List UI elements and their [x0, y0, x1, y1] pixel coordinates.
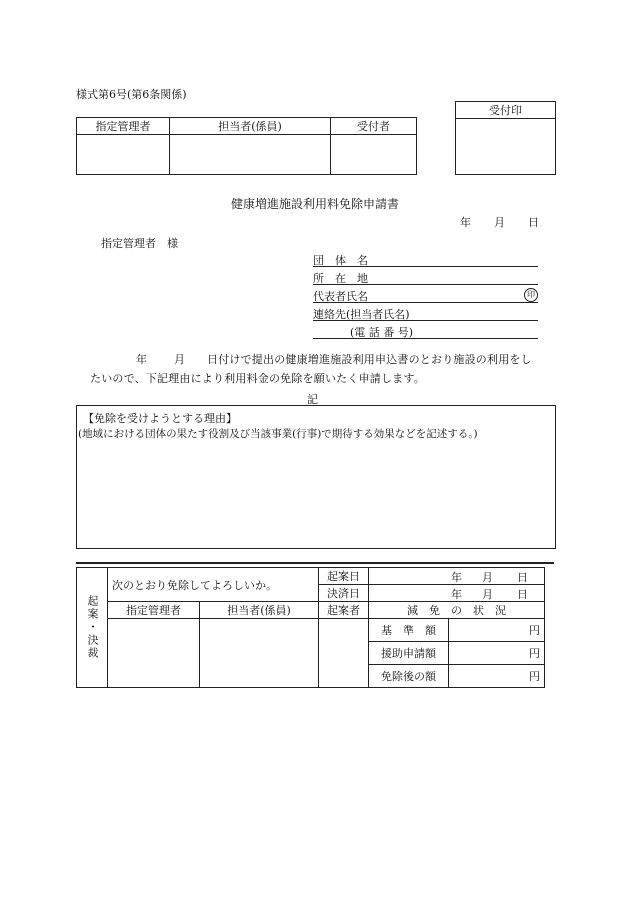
col-manager: 指定管理者	[108, 602, 200, 619]
approval-side-label: 起案・決裁	[86, 595, 99, 660]
reception-table	[76, 117, 417, 175]
date-month: 月	[494, 216, 505, 229]
drafted-month: 月	[482, 571, 493, 584]
drafter-approval-cell[interactable]	[319, 619, 369, 688]
group-name-field[interactable]	[313, 252, 538, 267]
header-staff: 担当者(係員)	[170, 118, 331, 135]
header-manager: 指定管理者	[77, 118, 170, 135]
reason-title: 【免除を受けようとする理由】	[83, 412, 237, 425]
drafted-day: 日	[517, 571, 528, 584]
decided-date-label: 決済日	[319, 585, 369, 602]
approval-side-label-cell	[77, 568, 108, 688]
addressee: 指定管理者 様	[101, 237, 178, 250]
drafted-date-field[interactable]	[369, 568, 545, 585]
group-name-label: 団 体 名	[313, 254, 368, 267]
aid-request-unit: 円	[529, 647, 540, 660]
drafted-year: 年	[451, 571, 462, 584]
address-label: 所 在 地	[313, 272, 368, 285]
decided-year: 年	[451, 588, 462, 601]
drafted-date-label: 起案日	[319, 568, 369, 585]
post-exemption-unit: 円	[529, 670, 540, 683]
receipt-stamp-label: 受付印	[456, 102, 556, 119]
receiver-stamp-cell[interactable]	[331, 135, 417, 175]
decided-day: 日	[517, 588, 528, 601]
phone-label: (電 話 番 号)	[350, 326, 414, 339]
contact-label: 連絡先(担当者氏名)	[313, 308, 410, 321]
decided-month: 月	[482, 588, 493, 601]
aid-request-label: 援助申請額	[369, 642, 449, 665]
form-number: 様式第6号(第6条関係)	[76, 88, 187, 101]
address-field[interactable]	[313, 270, 538, 285]
representative-field[interactable]	[313, 288, 538, 303]
phone-field[interactable]	[313, 324, 538, 339]
col-drafter: 起案者	[319, 602, 369, 619]
receipt-stamp-box	[455, 101, 556, 175]
base-amount-unit: 円	[529, 624, 540, 637]
header-receiver: 受付者	[331, 118, 417, 135]
body-month: 月	[174, 353, 185, 366]
decided-date-field[interactable]	[369, 585, 545, 602]
staff-approval-cell[interactable]	[200, 619, 319, 688]
reason-hint: (地域における団体の果たす役割及び当該事業(行事)で期待する効果などを記述する。)	[78, 428, 478, 440]
date-year: 年	[460, 216, 471, 229]
date-day: 日	[528, 216, 539, 229]
base-amount-label: 基 準 額	[369, 619, 449, 642]
manager-approval-cell[interactable]	[108, 619, 200, 688]
approval-question: 次のとおり免除してよろしいか。	[108, 568, 319, 602]
manager-stamp-cell[interactable]	[77, 135, 170, 175]
reason-box[interactable]	[76, 405, 556, 549]
approval-table	[76, 567, 545, 688]
post-exemption-field[interactable]	[449, 665, 545, 688]
body-line-2: たいので、下記理由により利用料金の免除を願いたく申請します。	[90, 372, 425, 385]
page-title: 健康増進施設利用料免除申請書	[230, 197, 399, 211]
reduction-status-header: 減 免 の 状 況	[369, 602, 545, 619]
post-exemption-label: 免除後の額	[369, 665, 449, 688]
aid-request-field[interactable]	[449, 642, 545, 665]
receipt-stamp-area[interactable]	[456, 119, 556, 175]
contact-field[interactable]	[313, 306, 538, 321]
staff-stamp-cell[interactable]	[170, 135, 331, 175]
representative-label: 代表者氏名	[313, 290, 368, 303]
body-line-1: 日付けで提出の健康増進施設利用申込書のとおり施設の利用をし	[207, 353, 532, 366]
col-staff: 担当者(係員)	[200, 602, 319, 619]
section-divider	[76, 562, 554, 564]
base-amount-field[interactable]	[449, 619, 545, 642]
seal-icon: 印	[524, 288, 538, 302]
ki-marker: 記	[307, 393, 318, 406]
body-year: 年	[136, 353, 147, 366]
